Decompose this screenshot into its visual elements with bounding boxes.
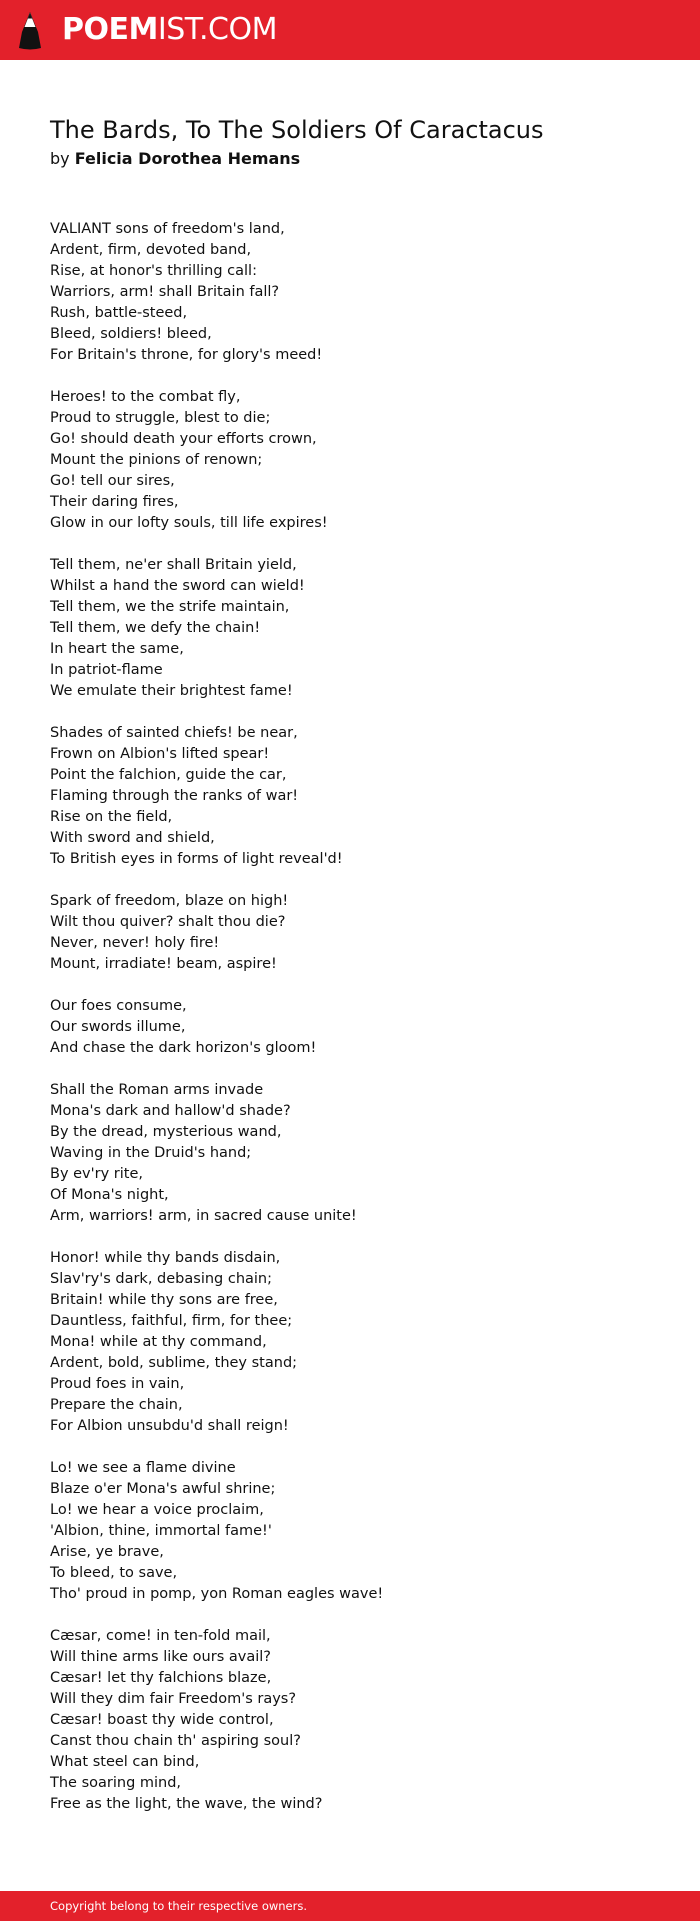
logo-light-text: IST.COM — [157, 12, 277, 47]
poem-line: For Albion unsubdu'd shall reign! — [50, 1418, 289, 1434]
stanza — [50, 1248, 670, 1437]
poem-line: Proud foes in vain, — [50, 1376, 185, 1392]
poem-line: Of Mona's night, — [50, 1187, 169, 1203]
poem-line: Heroes! to the combat fly, — [50, 389, 241, 405]
byline — [50, 148, 300, 170]
logo-bold-text: POEM — [62, 12, 158, 47]
site-footer — [0, 1891, 700, 1921]
poem-line: What steel can bind, — [50, 1754, 200, 1770]
poem-line: Rush, battle-steed, — [50, 305, 188, 321]
stanza — [50, 1458, 670, 1605]
poem-line: Ardent, bold, sublime, they stand; — [50, 1355, 298, 1371]
poem-line: By the dread, mysterious wand, — [50, 1124, 282, 1140]
poem-line: Whilst a hand the sword can wield! — [50, 578, 305, 594]
poem-line: Wilt thou quiver? shalt thou die? — [50, 914, 286, 930]
poem-title: The Bards, To The Soldiers Of Caractacus — [50, 116, 544, 144]
poem-line: Tell them, we the strife maintain, — [50, 599, 290, 615]
poem-line: Our swords illume, — [50, 1019, 186, 1035]
poem-line: Cæsar, come! in ten-fold mail, — [50, 1628, 271, 1644]
poem-line: VALIANT sons of freedom's land, — [50, 221, 285, 237]
site-header — [0, 0, 700, 60]
stanza — [50, 387, 670, 534]
poem-line: Prepare the chain, — [50, 1397, 183, 1413]
poem-line: Shades of sainted chiefs! be near, — [50, 725, 298, 741]
poem-line: Blaze o'er Mona's awful shrine; — [50, 1481, 276, 1497]
poem-line: Point the falchion, guide the car, — [50, 767, 287, 783]
poem-body — [50, 219, 670, 1836]
poem-line: Tell them, ne'er shall Britain yield, — [50, 557, 297, 573]
poem-line: Flaming through the ranks of war! — [50, 788, 299, 804]
poem-line: To bleed, to save, — [50, 1565, 178, 1581]
site-logo[interactable] — [62, 12, 277, 48]
by-label: by — [50, 149, 70, 168]
pencil-logo-icon[interactable] — [18, 11, 42, 51]
poem-line: Honor! while thy bands disdain, — [50, 1250, 281, 1266]
poem-line: Cæsar! boast thy wide control, — [50, 1712, 274, 1728]
stanza — [50, 555, 670, 702]
poem-line: Never, never! holy fire! — [50, 935, 220, 951]
poem-line: Go! tell our sires, — [50, 473, 175, 489]
stanza — [50, 219, 670, 366]
poem-line: With sword and shield, — [50, 830, 215, 846]
poem-line: To British eyes in forms of light reveal'd! — [50, 851, 343, 867]
poem-line: Waving in the Druid's hand; — [50, 1145, 252, 1161]
poem-line: Warriors, arm! shall Britain fall? — [50, 284, 280, 300]
poem-line: Ardent, firm, devoted band, — [50, 242, 252, 258]
poem-line: Go! should death your efforts crown, — [50, 431, 317, 447]
poem-line: Will thine arms like ours avail? — [50, 1649, 271, 1665]
poem-line: Their daring fires, — [50, 494, 179, 510]
author-name: Felicia Dorothea Hemans — [74, 149, 301, 168]
stanza — [50, 996, 670, 1059]
poem-line: Proud to struggle, blest to die; — [50, 410, 271, 426]
poem-line: Mona's dark and hallow'd shade? — [50, 1103, 291, 1119]
poem-line: Shall the Roman arms invade — [50, 1082, 264, 1098]
poem-line: In heart the same, — [50, 641, 184, 657]
poem-line: Rise, at honor's thrilling call: — [50, 263, 257, 279]
poem-line: Our foes consume, — [50, 998, 187, 1014]
poem-line: Spark of freedom, blaze on high! — [50, 893, 289, 909]
stanza — [50, 723, 670, 870]
poem-line: Britain! while thy sons are free, — [50, 1292, 278, 1308]
poem-line: Lo! we see a flame divine — [50, 1460, 236, 1476]
poem-line: Rise on the field, — [50, 809, 173, 825]
poem-line: Will they dim fair Freedom's rays? — [50, 1691, 297, 1707]
poem-line: The soaring mind, — [50, 1775, 182, 1791]
poem-line: By ev'ry rite, — [50, 1166, 143, 1182]
poem-line: Arise, ye brave, — [50, 1544, 164, 1560]
poem-line: Dauntless, faithful, firm, for thee; — [50, 1313, 293, 1329]
poem-line: And chase the dark horizon's gloom! — [50, 1040, 317, 1056]
poem-line: Slav'ry's dark, debasing chain; — [50, 1271, 272, 1287]
poem-line: Cæsar! let thy falchions blaze, — [50, 1670, 272, 1686]
poem-line: Tell them, we defy the chain! — [50, 620, 261, 636]
poem-line: Mount the pinions of renown; — [50, 452, 263, 468]
poem-line: Free as the light, the wave, the wind? — [50, 1796, 323, 1812]
stanza — [50, 891, 670, 975]
poem-line: Glow in our lofty souls, till life expires! — [50, 515, 328, 531]
poem-line: In patriot-flame — [50, 662, 163, 678]
poem-line: We emulate their brightest fame! — [50, 683, 293, 699]
poem-line: Bleed, soldiers! bleed, — [50, 326, 212, 342]
poem-line: 'Albion, thine, immortal fame!' — [50, 1523, 272, 1539]
copyright-text: Copyright belong to their respective owners. — [50, 1899, 308, 1913]
poem-line: Frown on Albion's lifted spear! — [50, 746, 270, 762]
poem-line: Mona! while at thy command, — [50, 1334, 267, 1350]
poem-line: Canst thou chain th' aspiring soul? — [50, 1733, 301, 1749]
stanza — [50, 1080, 670, 1227]
stanza — [50, 1626, 670, 1815]
poem-line: For Britain's throne, for glory's meed! — [50, 347, 323, 363]
poem-line: Mount, irradiate! beam, aspire! — [50, 956, 277, 972]
poem-line: Tho' proud in pomp, yon Roman eagles wave! — [50, 1586, 384, 1602]
poem-line: Arm, warriors! arm, in sacred cause unite! — [50, 1208, 357, 1224]
poem-line: Lo! we hear a voice proclaim, — [50, 1502, 264, 1518]
